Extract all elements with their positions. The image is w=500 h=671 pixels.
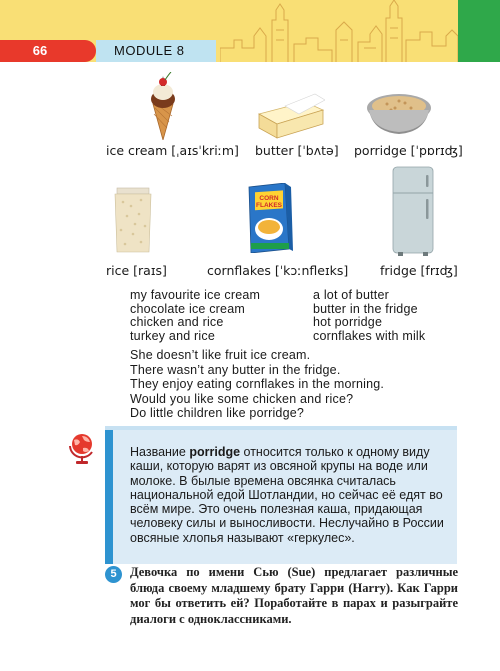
- task-number-badge: 5: [105, 566, 122, 583]
- vocab-butter: butter [ˈbʌtə]: [255, 143, 339, 158]
- phrase-item: my favourite ice cream: [130, 288, 261, 302]
- cornflakes-picture: [245, 183, 293, 253]
- fridge-picture: [390, 165, 436, 257]
- vocab-porridge: porridge [ˈpɒrɪʤ]: [354, 143, 463, 158]
- phrase-item: chicken and rice: [130, 315, 224, 329]
- rice-picture: [113, 186, 153, 254]
- cornflakes-box-label: CORN FLAKES: [256, 195, 282, 209]
- info-box-text: [130, 445, 452, 545]
- butter-picture: [255, 92, 325, 140]
- phrase-item: chocolate ice cream: [130, 301, 245, 316]
- vocab-fridge: fridge [frɪʤ]: [380, 263, 458, 278]
- sentence: Do little children like porridge?: [130, 406, 305, 420]
- vocab-ice-cream: ice cream [ˌaɪsˈkriːm]: [106, 143, 239, 158]
- vocab-rice: rice [raɪs]: [106, 263, 167, 278]
- porridge-picture: [365, 86, 433, 138]
- sentence: She doesn’t like fruit ice cream.: [130, 348, 311, 362]
- info-text-after: относится только к одному виду каши, которую варят из овсяной крупы на воде или молоке. В былые времена овсянка считалась национальной едой Шотландии, но сейчас её едят во всём мире. Это очень полезная каша, придающая человеку силы и выносливости. Неслучайно в России овсяные хлопья называют «геркулес».: [130, 445, 444, 545]
- sentence: There wasn’t any butter in the fridge.: [130, 362, 341, 377]
- phrase-item: hot porridge: [313, 315, 383, 329]
- sentence: They enjoy eating cornflakes in the morning.: [130, 377, 385, 391]
- info-highlight-word: porridge: [189, 445, 241, 459]
- info-text-before: Название: [130, 445, 190, 459]
- sentence: Would you like some chicken and rice?: [130, 391, 354, 406]
- page-number: 66: [32, 43, 48, 58]
- city-skyline-illustration: [220, 0, 458, 62]
- cornflakes-box-icon: [245, 183, 293, 253]
- globe-icon: [66, 430, 98, 466]
- phrase-item: turkey and rice: [130, 328, 215, 343]
- phrases-left-column: [130, 289, 260, 343]
- phrases-right-column: [313, 289, 425, 343]
- phrase-item: a lot of butter: [313, 288, 389, 302]
- ice-cream-picture: [145, 72, 181, 140]
- task-instruction: Девочка по имени Сью (Sue) предлагает различные блюда своему младшему брату Гарри (Harry). Как Гарри мог бы ответить ей? Поработайте в парах и разыграйте диалоги с одноклассниками.: [130, 565, 458, 626]
- header-green-tab: [458, 0, 500, 62]
- phrase-item: cornflakes with milk: [313, 328, 426, 343]
- example-sentences: [130, 348, 384, 421]
- module-title: MODULE 8: [114, 43, 185, 58]
- phrase-item: butter in the fridge: [313, 301, 418, 316]
- vocab-cornflakes: cornflakes [ˈkɔːnfleɪks]: [207, 263, 349, 278]
